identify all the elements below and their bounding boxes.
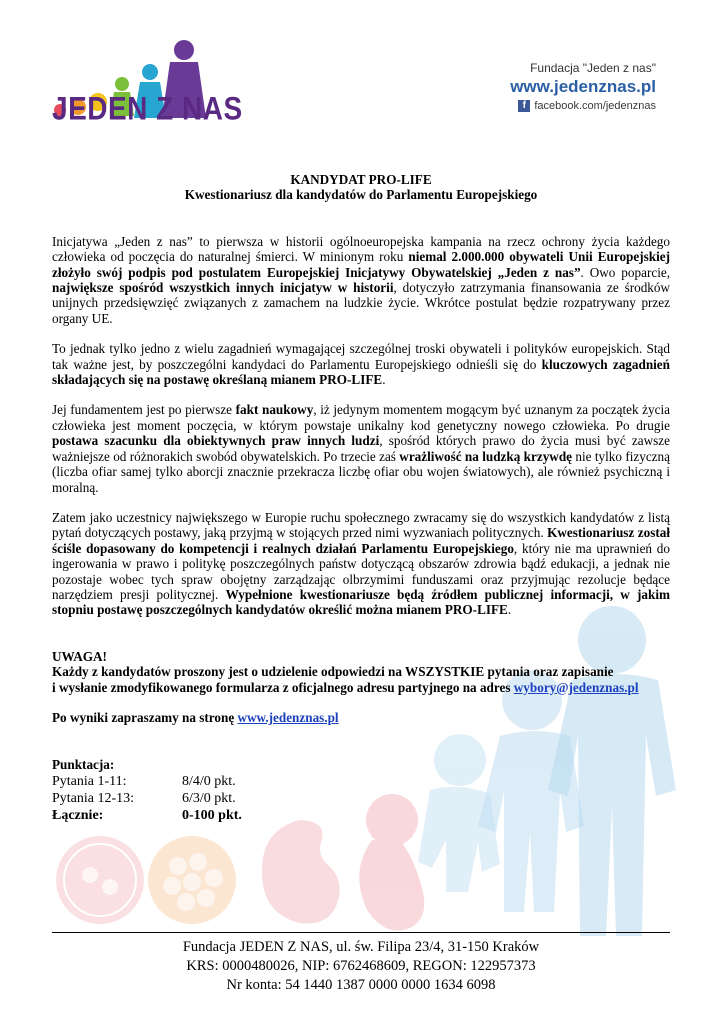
notice-section <box>52 649 670 695</box>
notice-line-1: Każdy z kandydatów proszony jest o udzielenie odpowiedzi na WSZYSTKIE pytania oraz zapisanie <box>52 664 614 680</box>
zygote-icon <box>56 836 144 924</box>
scoring-total: Łącznie: 0-100 pkt. <box>52 808 242 824</box>
paragraph-3: Jej fundamentem jest po pierwsze fakt naukowy, iż jedynym momentem mogącym być uznanym za początek życia człowieka jest moment poczęcia, w którym powstaje unikalny kod genetyczny nowego człowieka. Po drugie postawa szacunku dla obiektywnych praw innych ludzi, spośród których prawo do życia musi być zawsze ważniejsze od różnorakich swobód obywatelskich. Po trzecie zaś wrażliwość na ludzką krzywdę nie tylko fizyczną (liczba ofiar samej tylko aborcji znacznie przekracza liczbę ofiar obu wojen światowych), ale również psychiczną i moralną. <box>52 402 670 495</box>
footer-account: Nr konta: 54 1440 1387 0000 0000 1634 6098 <box>226 977 496 993</box>
website-link[interactable]: www.jedenznas.pl <box>510 77 656 96</box>
notice-heading: UWAGA! <box>52 648 107 664</box>
embryo-icon <box>262 820 340 924</box>
results-link[interactable]: www.jedenznas.pl <box>237 709 339 725</box>
facebook-icon: f <box>518 100 530 112</box>
morula-icon <box>148 836 236 924</box>
scoring-section <box>52 756 670 824</box>
results-line: Po wyniki zapraszamy na stronę www.jedenznas.pl <box>52 709 339 725</box>
facebook-text: facebook.com/jedenznas <box>534 100 656 112</box>
document-title: KANDYDAT PRO-LIFE <box>290 172 432 187</box>
footer <box>52 938 670 995</box>
scoring-row: Pytania 12-13: 6/3/0 pkt. <box>52 791 236 807</box>
paragraph-4: Zatem jako uczestnicy największego w Europie ruchu społecznego zwracamy się do wszystkich kandydatów z listą pytań dotyczących postawy, jaką przyjmą w stojących przed nimi wyzwaniach politycznych. Kwestionariusz został ściśle dopasowany do kompetencji i realnych działań Parlamentu Europejskiego, który nie ma uprawnień do ingerowania w prawo i politykę poszczególnych państw dotyczącą obszarów zdrowia bądź edukacji, a jednak nie pozostaje wobec tych spraw obojętny zarządzając olbrzymimi funduszami oraz przyjmując rezolucje będące narzędziem presji politycznej. Wypełnione kwestionariusze będą źródłem publicznej informacji, w jakim stopniu postawę poszczególnych kandydatów określić można mianem PRO-LIFE. <box>52 509 670 618</box>
document-subtitle: Kwestionariusz dla kandydatów do Parlamentu Europejskiego <box>184 187 538 203</box>
facebook-link[interactable] <box>510 98 656 114</box>
email-link[interactable]: wybory@jedenznas.pl <box>513 679 639 695</box>
paragraph-2: To jednak tylko jedno z wielu zagadnień wymagającej szczególnej troski obywateli i polityków europejskich. Stąd tak ważne jest, by poszczególni kandydaci do Parlamentu Europejskiego odnieśli się do kluczowych zagadnień składających się na postawę określaną mianem PRO-LIFE. <box>52 341 670 388</box>
footer-address: Fundacja JEDEN Z NAS, ul. św. Filipa 23/4, 31-150 Kraków <box>182 939 540 955</box>
org-name: Fundacja "Jeden z nas" <box>530 61 656 75</box>
organization-header <box>510 60 656 114</box>
document-body <box>52 172 670 824</box>
footer-divider <box>52 932 670 933</box>
paragraph-1: Inicjatywa „Jeden z nas” to pierwsza w historii ogólnoeuropejska kampania na rzecz ochrony życia każdego człowieka od poczęcia do naturalnej śmierci. W minionym roku niemal 2.000.000 obywateli Unii Europejskiej złożyło swój podpis pod postulatem Europejskiej Inicjatywy Obywatelskiej „Jeden z nas”. Owo poparcie, największe spośród wszystkich innych inicjatyw w historii, dotyczyło zatrzymania finansowania ze środków unijnych przedsięwzięć związanych z zamachem na ludzkie życie. Wkrótce postulat będzie rozpatrywany przez organy UE. <box>52 233 671 326</box>
scoring-heading: Punktacja: <box>52 757 115 773</box>
notice-line-2: i wysłanie zmodyfikowanego formularza z oficjalnego adresu partyjnego na adres wybory@jedenznas.pl <box>52 679 639 695</box>
scoring-row: Pytania 1-11: 8/4/0 pkt. <box>52 774 236 790</box>
logo-text: JEDEN Z NAS <box>52 90 243 127</box>
footer-registry: KRS: 0000480026, NIP: 6762468609, REGON: 122957373 <box>186 958 536 974</box>
